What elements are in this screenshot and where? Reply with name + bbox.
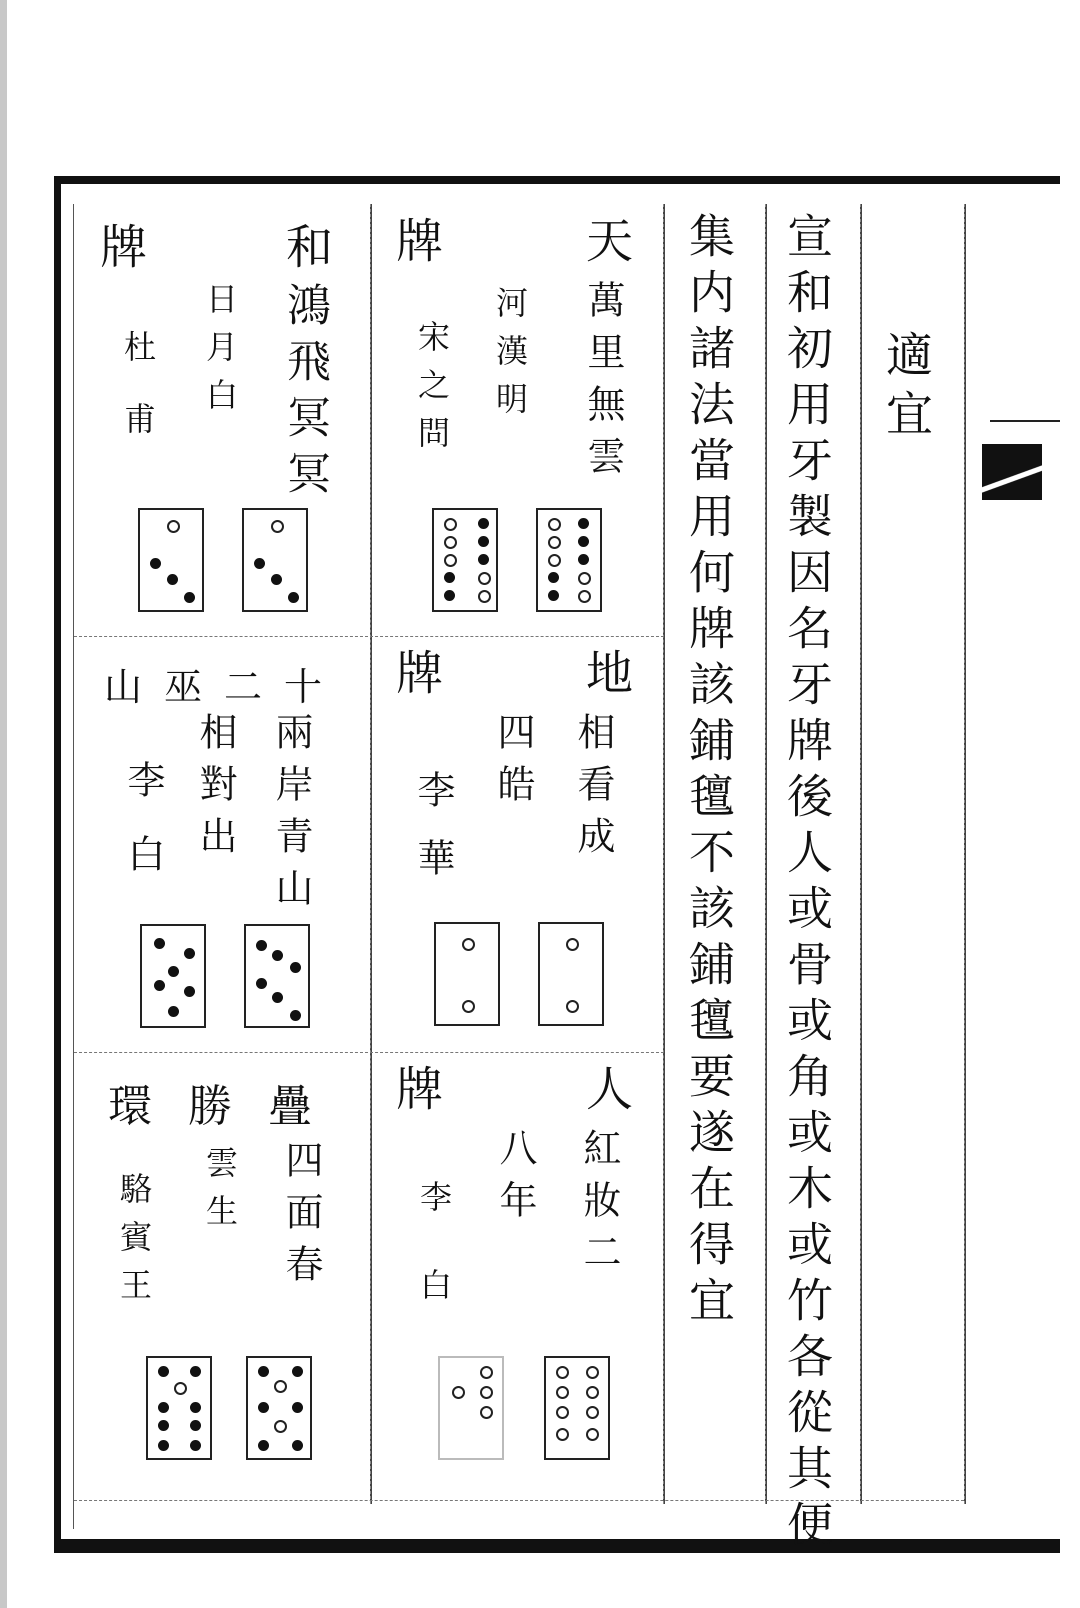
card-name: 地 xyxy=(578,648,633,707)
card-name: 人 xyxy=(578,1064,633,1123)
card-suffix: 牌 xyxy=(92,222,147,281)
heading: 適宜 xyxy=(878,330,933,448)
card-poem: 日月白 xyxy=(201,282,239,426)
card-poem: 八年 xyxy=(493,1128,537,1232)
column-divider xyxy=(370,204,372,1504)
domino-tile xyxy=(432,508,498,612)
domino-tile xyxy=(544,1356,610,1460)
column-divider xyxy=(964,204,966,1504)
card-phrase: 萬里無雲 xyxy=(581,280,625,488)
domino-tile xyxy=(138,508,204,612)
card-suffix: 牌 xyxy=(388,648,443,707)
column-divider xyxy=(860,204,862,1504)
column-divider xyxy=(765,204,767,1504)
domino-tile xyxy=(536,508,602,612)
card-author: 李白 xyxy=(415,1180,453,1356)
column-divider xyxy=(663,204,665,1504)
card-phrase: 鴻飛冥冥 xyxy=(279,282,330,506)
domino-tile xyxy=(438,1356,504,1460)
card-poem: 相對出 xyxy=(193,712,237,868)
card-phrase: 兩岸青山 xyxy=(269,712,313,920)
domino-tile xyxy=(244,924,310,1028)
next-page-edge xyxy=(990,420,1060,422)
card-name: 疊勝環 xyxy=(108,1081,348,1132)
card-phrase: 紅妝二 xyxy=(577,1128,621,1284)
intro-column-1: 宣和初用牙製因名牙牌後人或骨或角或木或竹各從其便 xyxy=(780,212,834,1556)
card-author: 宋之問 xyxy=(413,320,451,464)
domino-tile xyxy=(140,924,206,1028)
card-name: 十二巫山 xyxy=(104,665,345,709)
card-phrase: 相看成 xyxy=(571,712,615,868)
domino-tile xyxy=(246,1356,312,1460)
card-author: 杜甫 xyxy=(119,330,157,474)
domino-tile xyxy=(538,922,604,1026)
card-poem: 四皓 xyxy=(491,712,535,816)
card-name: 天 xyxy=(578,216,633,275)
intro-column-2: 集内諸法當用何牌該鋪氊不該鋪氊要遂在得宜 xyxy=(682,212,736,1332)
domino-tile xyxy=(242,508,308,612)
card-phrase: 四面春 xyxy=(279,1140,323,1296)
card-name: 和 xyxy=(278,222,333,281)
card-poem: 河漢明 xyxy=(491,286,529,430)
card-poem: 雲生 xyxy=(201,1146,239,1242)
row-divider xyxy=(74,1052,664,1053)
scan-margin xyxy=(0,0,7,1608)
card-suffix: 牌 xyxy=(388,1064,443,1123)
card-author: 駱賓王 xyxy=(115,1172,153,1316)
domino-tile xyxy=(434,922,500,1026)
card-suffix: 牌 xyxy=(388,216,443,275)
card-author: 李華 xyxy=(411,770,455,906)
card-author: 李白 xyxy=(121,760,165,908)
next-page-tab xyxy=(982,444,1042,500)
inner-border xyxy=(73,204,74,1529)
row-divider xyxy=(74,636,664,637)
domino-tile xyxy=(146,1356,212,1460)
